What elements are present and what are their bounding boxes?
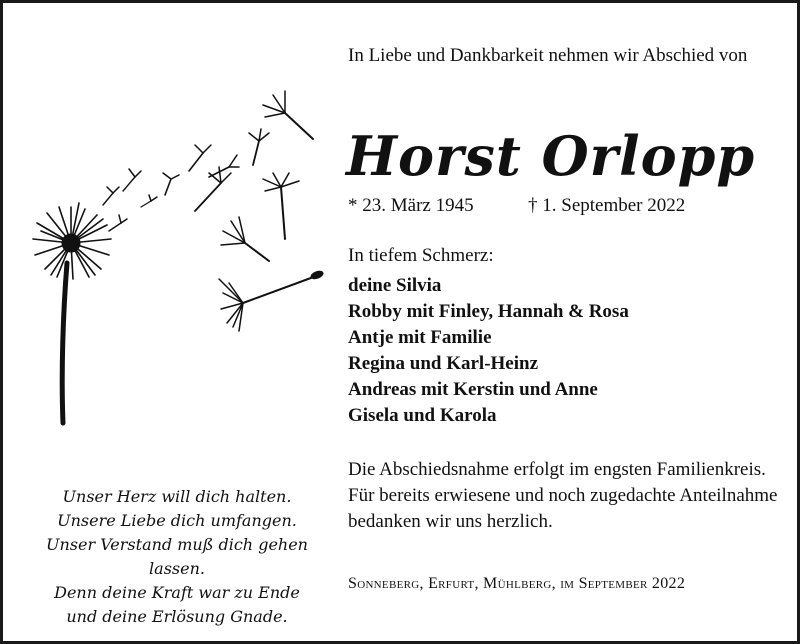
grief-line: In tiefem Schmerz: (348, 245, 494, 266)
poem (23, 485, 331, 629)
dandelion-icon (23, 83, 333, 433)
deceased-name: Horst Orlopp (346, 124, 756, 188)
death-date: † 1. September 2022 (528, 195, 686, 216)
family-member: Regina und Karl-Heinz (348, 353, 539, 374)
poem-line: und deine Erlösung Gnade. (66, 607, 288, 626)
poem-line: Unser Verstand muß dich gehen lassen. (46, 535, 308, 578)
family-member: deine Silvia (348, 275, 442, 296)
poem-line: Unsere Liebe dich umfangen. (57, 511, 297, 530)
family-member: Antje mit Familie (348, 327, 492, 348)
family-member: Andreas mit Kerstin und Anne (348, 379, 598, 400)
family-member: Gisela und Karola (348, 405, 497, 426)
place-date: Sonneberg, Erfurt, Mühlberg, im September 2022 (348, 575, 686, 592)
farewell-notice: Die Abschiedsnahme erfolgt im engsten Familienkreis. Für bereits erwiesene und noch zugedachte Anteilnahme bedanken wir uns herzlich. (348, 459, 778, 532)
birth-date: * 23. März 1945 (348, 195, 474, 216)
poem-line: Unser Herz will dich halten. (62, 487, 292, 506)
poem-line: Denn deine Kraft war zu Ende (54, 583, 300, 602)
family-list (348, 273, 629, 429)
intro-text: In Liebe und Dankbarkeit nehmen wir Abschied von (348, 45, 748, 66)
family-member: Robby mit Finley, Hannah & Rosa (348, 301, 629, 322)
